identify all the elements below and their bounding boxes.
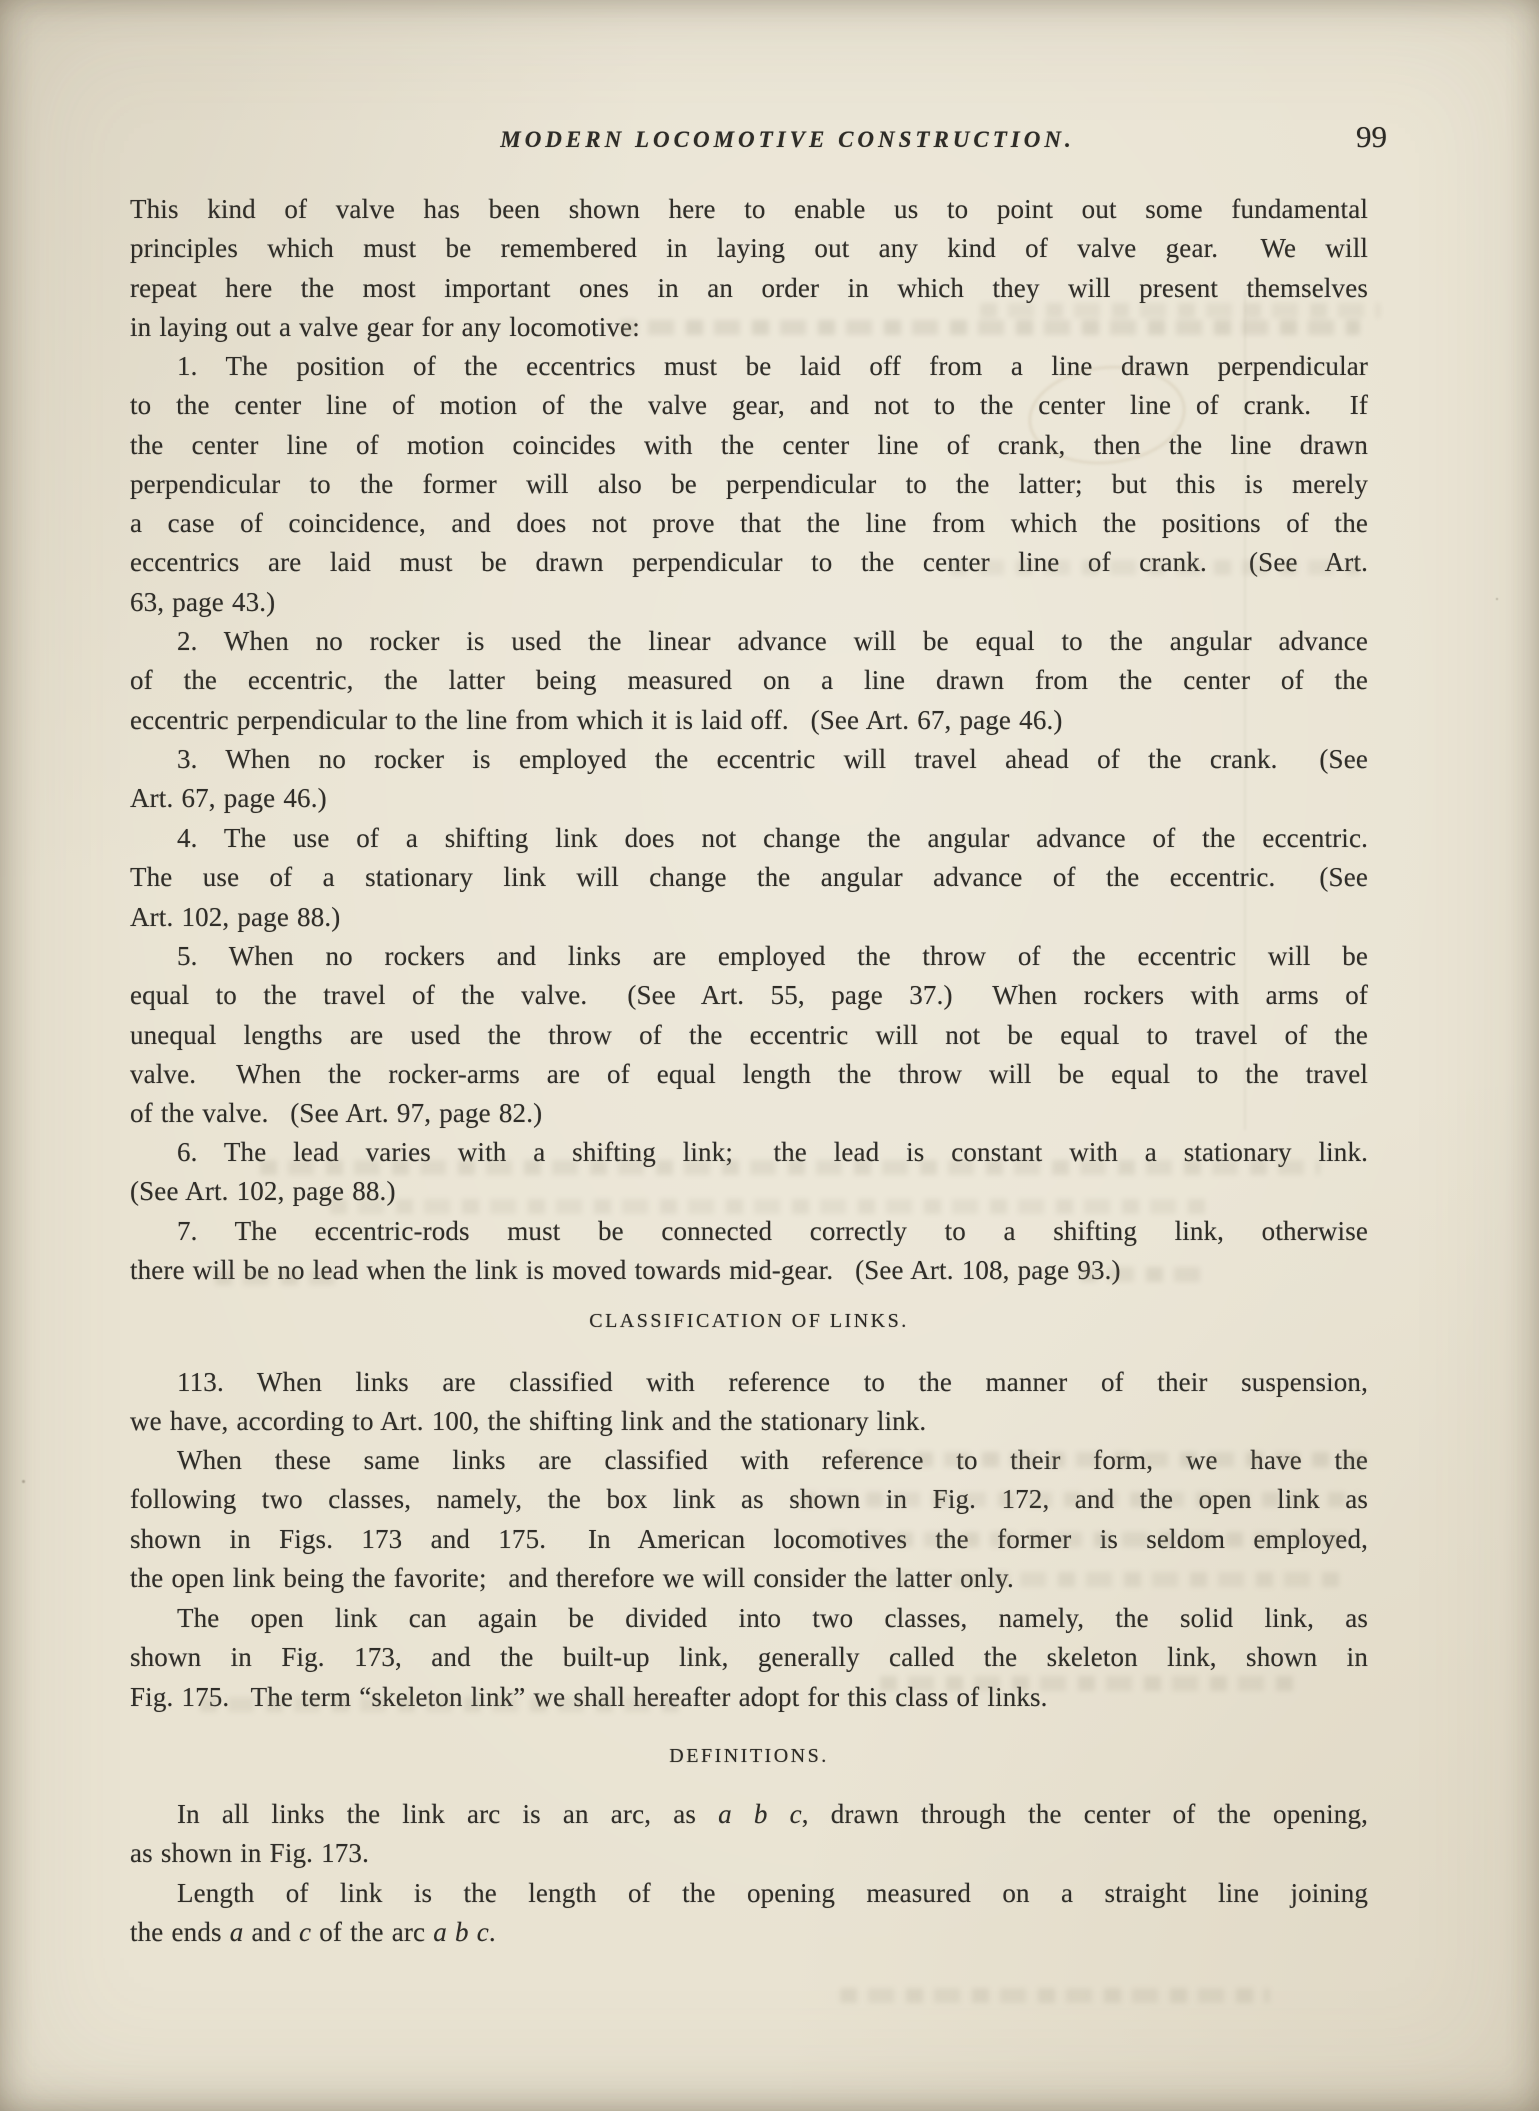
bleed-through-mark xyxy=(950,560,1360,575)
text-line: as shown in Fig. 173. xyxy=(130,1838,369,1869)
text-line: we have, according to Art. 100, the shifting link and the stationary link. xyxy=(130,1406,927,1437)
paper-speck xyxy=(1496,598,1498,600)
bleed-through-mark xyxy=(850,1452,1370,1467)
text-line: The use of a stationary link will change the angular advance of the eccentric. (See xyxy=(130,862,1368,893)
running-head-title: MODERN LOCOMOTIVE CONSTRUCTION. xyxy=(500,127,1075,152)
section-heading-classification: CLASSIFICATION OF LINKS. xyxy=(589,1310,909,1332)
bleed-through-mark xyxy=(800,1492,1360,1507)
text-line: In all links the link arc is an arc, as a b c, drawn through the center of the opening, xyxy=(177,1799,1368,1829)
text-line: (See Art. 102, page 88.) xyxy=(130,1176,396,1207)
paragraph-link-arc xyxy=(130,1795,1368,1874)
paragraph-item-5 xyxy=(130,937,1368,1133)
page-number: 99 xyxy=(1356,119,1387,154)
text-line: Art. 102, page 88.) xyxy=(130,901,341,932)
bleed-through-mark xyxy=(200,1697,680,1712)
text-line: equal to the travel of the valve. (See Art. 55, page 37.) When rockers with arms of xyxy=(130,980,1368,1011)
text-line: eccentrics are laid must be drawn perpendicular to the center line of crank. (See Art. xyxy=(130,547,1368,578)
paragraph-item-1 xyxy=(130,347,1368,622)
text-line: Fig. 175. The term “skeleton link” we shall hereafter adopt for this class of links. xyxy=(130,1681,1048,1712)
bleed-through-mark xyxy=(330,1199,1210,1214)
paper-speck xyxy=(22,1480,25,1483)
text-line: 6. The lead varies with a shifting link; the lead is constant with a stationary link. xyxy=(177,1137,1368,1167)
text-line: principles which must be remembered in laying out any kind of valve gear. We will xyxy=(130,233,1368,264)
text-line: The open link can again be divided into two classes, namely, the solid link, as xyxy=(177,1603,1368,1633)
text-line: 113. When links are classified with reference to the manner of their suspension, xyxy=(177,1367,1368,1397)
text-line: the center line of motion coincides with the center line of crank, then the line drawn xyxy=(130,429,1368,460)
text-line: valve. When the rocker-arms are of equal length the throw will be equal to the travel xyxy=(130,1058,1368,1089)
text-line: This kind of valve has been shown here to enable us to point out some fundamental xyxy=(130,194,1368,224)
paragraph-item-4 xyxy=(130,819,1368,937)
text-line: 63, page 43.) xyxy=(130,586,276,617)
running-head xyxy=(18,127,1539,153)
text-line: When these same links are classified with reference to their form, we have the xyxy=(177,1445,1368,1475)
bleed-through-mark xyxy=(880,1676,1300,1691)
text-line: of the valve. (See Art. 97, page 82.) xyxy=(130,1098,543,1129)
text-line: 2. When no rocker is used the linear advance will be equal to the angular advance xyxy=(177,626,1368,656)
bleed-through-mark xyxy=(980,303,1380,318)
text-line: shown in Figs. 173 and 175. In American locomotives the former is seldom employed, xyxy=(130,1523,1368,1554)
text-line: 3. When no rocker is employed the eccentric will travel ahead of the crank. (See xyxy=(177,744,1368,774)
text-line: the ends a and c of the arc a b c. xyxy=(130,1917,496,1948)
text-line: in laying out a valve gear for any locomotive: xyxy=(130,311,640,342)
text-line: of the eccentric, the latter being measured on a line drawn from the center of the xyxy=(130,665,1368,696)
paper-speck xyxy=(214,1852,217,1855)
paragraph-item-3 xyxy=(130,740,1368,819)
bleed-through-mark xyxy=(215,1270,335,1285)
text-line: 4. The use of a shifting link does not change the angular advance of the eccentric. xyxy=(177,823,1368,853)
text-line: eccentric perpendicular to the line from which it is laid off. (See Art. 67, page 46.) xyxy=(130,704,1063,735)
text-line: unequal lengths are used the throw of the eccentric will not be equal to travel of the xyxy=(130,1019,1368,1050)
bleed-through-mark xyxy=(1080,1267,1210,1282)
bleed-through-mark xyxy=(860,1572,1340,1587)
section-heading-definitions: DEFINITIONS. xyxy=(669,1745,829,1767)
text-line: 7. The eccentric-rods must be connected correctly to a shifting link, otherwise xyxy=(177,1216,1368,1246)
text-line: repeat here the most important ones in an order in which they will present themselves xyxy=(130,272,1368,303)
text-line: there will be no lead when the link is moved towards mid-gear. (See Art. 108, page 93.) xyxy=(130,1255,1121,1286)
text-line: to the center line of motion of the valve gear, and not to the center line of crank. If xyxy=(130,390,1368,421)
text-line: the open link being the favorite; and therefore we will consider the latter only. xyxy=(130,1562,1014,1593)
bleed-through-mark xyxy=(840,1988,1270,2003)
bleed-through-mark xyxy=(830,1532,1350,1547)
text-line: 5. When no rockers and links are employed the throw of the eccentric will be xyxy=(177,941,1368,971)
paragraph-art-113 xyxy=(130,1363,1368,1442)
text-line: Length of link is the length of the opening measured on a straight line joining xyxy=(177,1878,1368,1908)
bleed-through-mark xyxy=(260,1160,1320,1175)
text-line: following two classes, namely, the box link as shown in Fig. 172, and the open link as xyxy=(130,1484,1368,1515)
bleed-through-mark xyxy=(620,320,1360,335)
text-line: 1. The position of the eccentrics must be laid off from a line drawn perpendicular xyxy=(177,351,1368,381)
text-line: perpendicular to the former will also be perpendicular to the latter; but this is merely xyxy=(130,468,1368,499)
text-line: Art. 67, page 46.) xyxy=(130,783,327,814)
scan-streak xyxy=(1244,290,1246,1130)
paragraph-item-2 xyxy=(130,622,1368,740)
text-line: a case of coincidence, and does not prove that the line from which the positions of the xyxy=(130,508,1368,539)
paragraph-length-of-link xyxy=(130,1874,1368,1953)
text-line: shown in Fig. 173, and the built-up link, generally called the skeleton link, shown in xyxy=(130,1642,1368,1673)
